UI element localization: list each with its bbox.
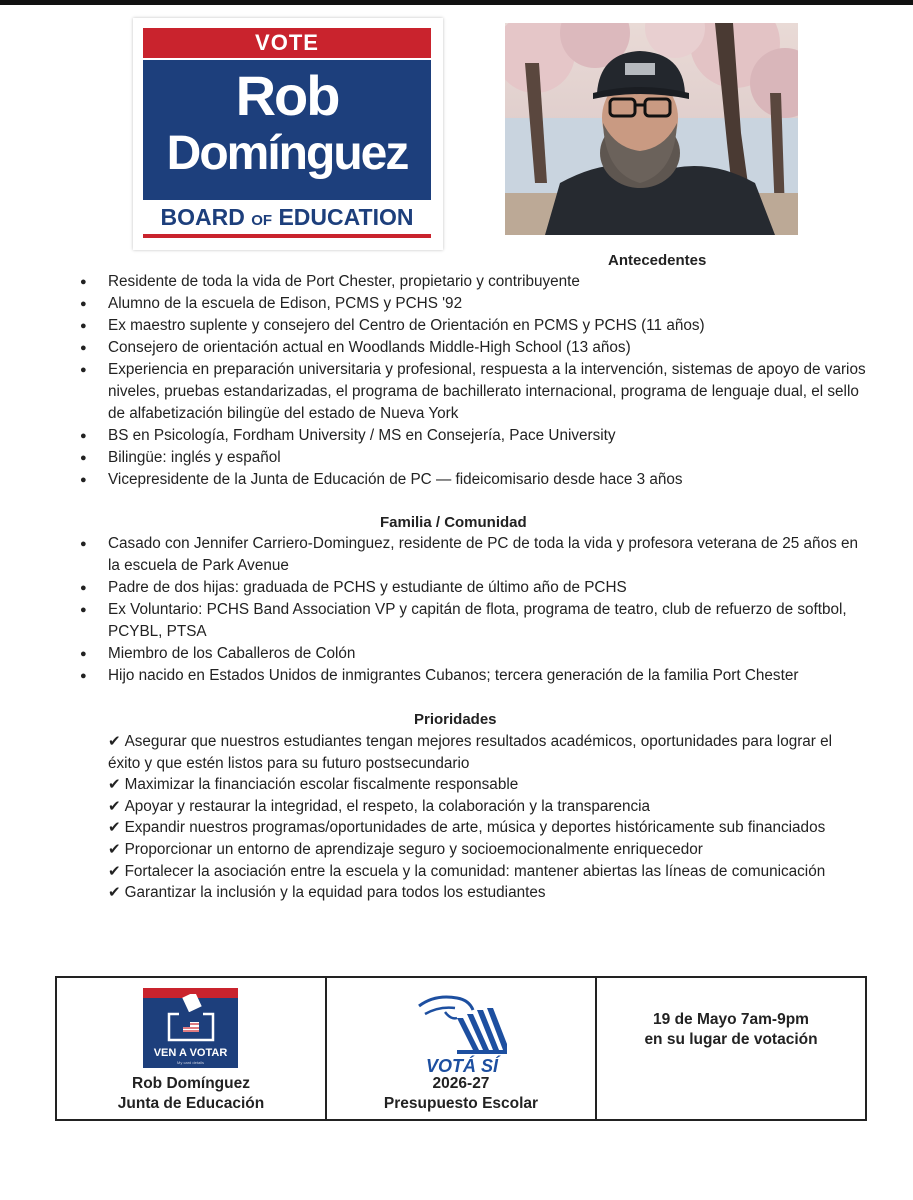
vota-si-label: VOTÁ SÍ — [425, 1056, 498, 1076]
footer-election-date: 19 de Mayo 7am-9pm — [653, 1011, 809, 1028]
checkmark-icon: ✔ — [108, 819, 121, 837]
priority-text: Proporcionar un entorno de aprendizaje seguro y socioemocionalmente enriquecedor — [124, 840, 703, 858]
list-item: ● Padre de dos hijas: graduada de PCHS y estudiante de último año de PCHS — [80, 577, 870, 599]
list-item — [108, 817, 868, 839]
logo-underline — [143, 234, 431, 238]
logo-name-box — [143, 60, 431, 200]
list-item — [108, 774, 868, 796]
list-item: ● Ex Voluntario: PCHS Band Association VP y capitán de flota, programa de teatro, club de refuerzo de softbol, PCYBL, PTSA — [80, 599, 870, 643]
list-item: ● Casado con Jennifer Carriero-Dominguez, residente de PC de toda la vida y profesora veterana de 25 años en la escuela de Park Avenue — [80, 533, 870, 577]
list-item: ● Experiencia en preparación universitaria y profesional, respuesta a la intervención, sistemas de apoyo de varios niveles, pruebas estandarizadas, el programa de bachillerato internacional, programa de lenguaje dual, el sello de alfabetización bilingüe del estado de Nueva York — [80, 359, 870, 425]
antecedentes-list — [80, 271, 870, 491]
familia-list — [80, 533, 870, 687]
campaign-logo — [133, 18, 443, 250]
ven-a-votar-label: VEN A VOTAR — [153, 1047, 228, 1059]
list-item: ● Consejero de orientación actual en Woodlands Middle-High School (13 años) — [80, 337, 870, 359]
footer-candidate-office: Junta de Educación — [117, 1095, 265, 1112]
prioridades-heading: Prioridades — [414, 711, 497, 728]
list-item: ● Hijo nacido en Estados Unidos de inmigrantes Cubanos; tercera generación de la familia Port Chester — [80, 665, 870, 687]
list-item — [108, 882, 868, 904]
prioridades-list — [108, 731, 868, 904]
checkmark-icon: ✔ — [108, 776, 121, 794]
footer-candidate-name: Rob Domínguez — [132, 1075, 250, 1092]
list-item: ● Miembro de los Caballeros de Colón — [80, 643, 870, 665]
list-item — [108, 796, 868, 818]
footer-polling-place: en su lugar de votación — [644, 1031, 818, 1048]
antecedentes-heading: Antecedentes — [608, 252, 707, 269]
logo-last-name: Domínguez — [166, 127, 408, 180]
list-item — [108, 731, 868, 774]
priority-text: Garantizar la inclusión y la equidad para todos los estudiantes — [124, 884, 546, 902]
logo-education-word: EDUCATION — [278, 204, 414, 230]
vota-si-logo — [417, 988, 507, 1076]
hand-ballot-icon — [417, 988, 507, 1056]
logo-vote-banner: VOTE — [143, 28, 431, 58]
familia-heading: Familia / Comunidad — [380, 514, 527, 531]
footer-budget-cell — [327, 978, 597, 1119]
list-item: ● Alumno de la escuela de Edison, PCMS y PCHS '92 — [80, 293, 870, 315]
ven-a-votar-sub: My card details — [177, 1060, 204, 1065]
candidate-photo — [505, 23, 798, 235]
list-item: ● Bilingüe: inglés y español — [80, 447, 870, 469]
priority-text: Apoyar y restaurar la integridad, el respeto, la colaboración y la transparencia — [124, 797, 651, 815]
list-item: ● Vicepresidente de la Junta de Educación de PC — fideicomisario desde hace 3 años — [80, 469, 870, 491]
priority-text: Maximizar la financiación escolar fiscalmente responsable — [124, 776, 519, 794]
list-item: ● Ex maestro suplente y consejero del Centro de Orientación en PCMS y PCHS (11 años) — [80, 315, 870, 337]
footer-candidate-cell — [57, 978, 327, 1119]
footer-budget-label: Presupuesto Escolar — [383, 1095, 539, 1112]
list-item: ● Residente de toda la vida de Port Chester, propietario y contribuyente — [80, 271, 870, 293]
priority-text: Asegurar que nuestros estudiantes tengan mejores resultados académicos, oportunidades para lograr el éxito y que estén listos para su futuro postsecundario — [108, 733, 833, 772]
ballot-box-icon — [165, 994, 217, 1044]
footer-budget-year: 2026-27 — [432, 1075, 490, 1092]
footer-table — [55, 976, 867, 1121]
checkmark-icon: ✔ — [108, 884, 121, 902]
priority-text: Fortalecer la asociación entre la escuela y la comunidad: mantener abiertas las líneas de comunicación — [124, 862, 826, 880]
checkmark-icon: ✔ — [108, 840, 121, 858]
logo-first-name: Rob — [235, 64, 339, 127]
checkmark-icon: ✔ — [108, 862, 121, 880]
ven-a-votar-badge — [143, 988, 238, 1068]
list-item — [108, 839, 868, 861]
checkmark-icon: ✔ — [108, 733, 121, 750]
checkmark-icon: ✔ — [108, 797, 121, 815]
priority-text: Expandir nuestros programas/oportunidades de arte, música y deportes históricamente sub financiados — [124, 819, 826, 837]
logo-board-of-education — [143, 202, 431, 232]
list-item: ● BS en Psicología, Fordham University / MS en Consejería, Pace University — [80, 425, 870, 447]
top-border — [0, 0, 913, 5]
logo-of-word: OF — [251, 212, 273, 229]
list-item — [108, 861, 868, 883]
footer-date-cell — [597, 978, 865, 1119]
logo-board-word: BOARD — [160, 204, 245, 230]
